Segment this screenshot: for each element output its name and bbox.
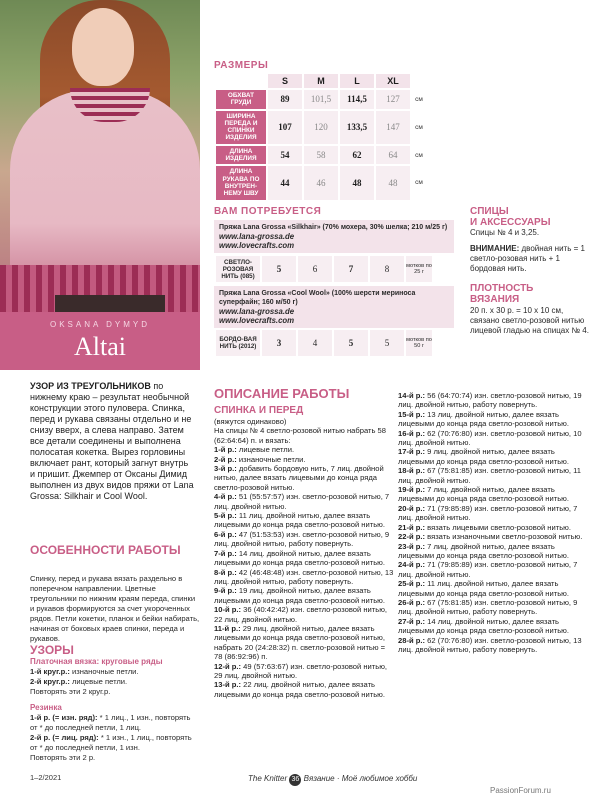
sizes-header-row bbox=[216, 74, 426, 88]
gauge-title bbox=[470, 283, 533, 305]
magazine-name: The Knitter bbox=[248, 774, 288, 783]
intro-lead: УЗОР ИЗ ТРЕУГОЛЬНИКОВ bbox=[30, 381, 151, 391]
row-label: 25-й р.: bbox=[398, 579, 426, 589]
yarn2-url2[interactable]: www.lovecrafts.com bbox=[219, 316, 295, 325]
yarn2-value: 5 bbox=[370, 330, 404, 356]
row-label: 11-й р.: bbox=[214, 623, 241, 633]
instruction-row bbox=[214, 680, 394, 699]
magazine-tagline: Вязание · Моё любимое хобби bbox=[303, 774, 418, 783]
instruction-row bbox=[398, 636, 588, 655]
circular-repeat: Повторять эти 2 круг.р. bbox=[30, 687, 111, 696]
instruction-row bbox=[398, 429, 588, 448]
size-value: 44 bbox=[268, 166, 302, 199]
row-label: 28-й р.: bbox=[398, 635, 426, 645]
instruction-row bbox=[214, 662, 394, 681]
size-value: 101,5 bbox=[304, 90, 338, 109]
row-text: 7 лиц. двойной нитью, далее вязать лицевыми до конца ряда светло-розовой нитью. bbox=[398, 541, 569, 560]
issue-number: 1–2/2021 bbox=[30, 773, 62, 782]
circular-pattern-title: Платочная вязка: круговые ряды bbox=[30, 657, 163, 666]
row-label: 14-й р.: bbox=[398, 391, 426, 400]
row-text: 14 лиц. двойной нитью, далее вязать лицевыми до конца ряда светло-розовой нитью. bbox=[398, 616, 569, 636]
row-text: 47 (51:53:53) изн. светло-розовой нитью, 9 лиц. двойной нитью, работу повернуть. bbox=[214, 529, 390, 549]
instruction-row bbox=[214, 549, 394, 568]
row-text: 67 (75:81:85) изн. светло-розовой нитью, 11 лиц. двойной нитью. bbox=[398, 466, 582, 485]
page-number: 36 bbox=[289, 774, 301, 786]
row-text: 22 лиц. двойной нитью, далее вязать лицевыми до конца ряда светло-розовой нитью. bbox=[214, 680, 385, 699]
size-value: 54 bbox=[268, 146, 302, 165]
instruction-row bbox=[398, 504, 588, 523]
instruction-row bbox=[398, 466, 588, 485]
yarn1-row-label: СВЕТЛО-РОЗОВАЯ НИТЬ (085) bbox=[216, 256, 260, 282]
instruction-row bbox=[214, 530, 394, 549]
row-text: 62 (70:76:80) изн. светло-розовой нитью, 13 лиц. двойной нитью, работу повернуть. bbox=[398, 635, 582, 654]
row-label: 9-й р.: bbox=[214, 586, 237, 596]
row-text: 13 лиц. двойной нитью, далее вязать лицевыми до конца ряда светло-розовой нитью. bbox=[398, 409, 569, 429]
size-row bbox=[216, 146, 426, 165]
materials-label: ВАМ ПОТРЕБУЕТСЯ bbox=[214, 206, 322, 217]
size-value: 127 bbox=[376, 90, 410, 109]
designer-name: OKSANA DYMYD bbox=[49, 320, 150, 329]
row-text: 11 лиц. двойной нитью, далее вязать лицевыми до конца ряда светло-розовой нитью. bbox=[398, 579, 569, 598]
size-row-label: ШИРИНА ПЕРЕДА И СПИНКИ ИЗДЕЛИЯ bbox=[216, 111, 266, 144]
row-label: 5-й р.: bbox=[214, 511, 237, 521]
size-row bbox=[216, 166, 426, 199]
instruction-row bbox=[398, 560, 588, 579]
row-text: 56 (64:70:74) изн. светло-розовой нитью, 19 лиц. двойной нитью, работу повернуть. bbox=[398, 391, 582, 410]
size-value: 64 bbox=[376, 146, 410, 165]
model-photo bbox=[0, 0, 200, 312]
size-value: 147 bbox=[376, 111, 410, 144]
gauge-title-line1: ПЛОТНОСТЬ bbox=[470, 283, 534, 294]
instruction-row bbox=[214, 511, 394, 530]
yarn1-table bbox=[214, 254, 434, 284]
work-title: ОПИСАНИЕ РАБОТЫ bbox=[214, 386, 350, 401]
row-text: 36 (40:42:42) изн. светло-розовой нитью, 22 лиц. двойной нитью. bbox=[214, 605, 388, 624]
yarn2-url1[interactable]: www.lana-grossa.de bbox=[219, 307, 295, 316]
photo-pants bbox=[55, 295, 165, 312]
intro-text: по нижнему краю – результат необычной конструкции этого пуловера. Спинка, перед и рукава связаны отдельно и не снизу вверх, а слева направо. Затем все детали соединены и выполнена полосатая кокетка. Вырез горловины включает рант, который загнут внутрь и пришит. Джемпер от Оксаны Димид выполнен из двух видов пряжи от Lana Grossa: Silkhair и Cool Wool. bbox=[30, 381, 194, 501]
row-label: 15-й р.: bbox=[398, 409, 426, 419]
yarn2-row bbox=[216, 330, 432, 356]
gauge-title-line2: ВЯЗАНИЯ bbox=[470, 294, 520, 305]
yarn2-name: Пряжа Lana Grossa «Cool Wool» (100% шерсти мериноса суперфайн; 160 м/50 г) bbox=[219, 290, 416, 306]
size-value: 62 bbox=[340, 146, 374, 165]
size-row bbox=[216, 90, 426, 109]
circular-row1-label: 1-й круг.р.: bbox=[30, 667, 70, 676]
yarn1-value: 8 bbox=[370, 256, 404, 282]
row-label: 3-й р.: bbox=[214, 464, 237, 474]
page-footer bbox=[248, 774, 417, 786]
name-panel bbox=[0, 312, 200, 370]
row-label: 26-й р.: bbox=[398, 597, 426, 607]
features-title: ОСОБЕННОСТИ РАБОТЫ bbox=[30, 543, 181, 557]
size-unit: см bbox=[415, 95, 423, 103]
row-text: 51 (55:57:57) изн. светло-розовой нитью, 7 лиц. двойной нитью. bbox=[214, 492, 390, 511]
sizes-header-unit-blank bbox=[412, 74, 426, 88]
yarn1-box bbox=[214, 220, 454, 253]
work-column-1 bbox=[214, 405, 394, 699]
instruction-row bbox=[214, 455, 394, 464]
rib-row2-label: 2-й р. (= лиц. ряд): bbox=[30, 733, 99, 742]
size-header: S bbox=[268, 74, 302, 88]
instruction-row bbox=[214, 464, 394, 492]
circular-row2-text: лицевые петли. bbox=[69, 677, 128, 686]
row-label: 19-й р.: bbox=[398, 485, 426, 495]
back-front-subtitle: СПИНКА И ПЕРЕД bbox=[214, 405, 304, 416]
features-text: Спинку, перед и рукава вязать раздельно в поперечном направлении. Цветные треугольники по нижним краям переда, спинки и рукавов формируются за счет укороченных рядов. Петли кокетки, планок и бейки набирать, начиная от боковых краев спинки, переда и рукавов. bbox=[30, 574, 200, 643]
instruction-row bbox=[398, 617, 588, 636]
rib-row2-text: * 1 изн., 1 лиц., повторять от * до последней петли, 1 изн. bbox=[30, 733, 192, 752]
row-text: 49 (57:63:67) изн. светло-розовой нитью, 29 лиц. двойной нитью. bbox=[214, 661, 388, 680]
yarn1-value: 7 bbox=[334, 256, 368, 282]
instruction-row bbox=[398, 532, 588, 541]
instruction-row bbox=[398, 523, 588, 532]
circular-pattern bbox=[30, 657, 200, 697]
attention-note bbox=[470, 244, 590, 274]
sizes-table bbox=[214, 72, 428, 202]
row-text: 19 лиц. двойной нитью, далее вязать лицевыми до конца ряда светло-розовой нитью. bbox=[214, 586, 385, 605]
row-label: 17-й р.: bbox=[398, 447, 426, 457]
row-text: 71 (79:85:89) изн. светло-розовой нитью, 7 лиц. двойной нитью. bbox=[398, 560, 578, 579]
size-unit: см bbox=[415, 179, 423, 187]
size-value: 89 bbox=[268, 90, 302, 109]
instruction-row bbox=[398, 485, 588, 504]
attention-label: ВНИМАНИЕ: bbox=[470, 244, 520, 253]
rib-pattern-title: Резинка bbox=[30, 703, 62, 712]
yarn1-url2[interactable]: www.lovecrafts.com bbox=[219, 241, 295, 250]
instruction-row bbox=[214, 605, 394, 624]
size-unit: см bbox=[415, 123, 423, 131]
row-text: вязать изнаночными светло-розовой нитью. bbox=[425, 532, 583, 542]
row-list-1 bbox=[214, 445, 394, 699]
watermark: PassionForum.ru bbox=[490, 786, 551, 795]
yarn2-value: 4 bbox=[298, 330, 332, 356]
row-label: 4-й р.: bbox=[214, 492, 237, 502]
yarn2-row-label: БОРДО-ВАЯ НИТЬ (2012) bbox=[216, 330, 260, 356]
instruction-row bbox=[214, 586, 394, 605]
attention-text: двойная нить = 1 светло-розовая нить + 1 бордовая нить. bbox=[470, 244, 585, 273]
size-value: 46 bbox=[304, 166, 338, 199]
needles-title bbox=[470, 206, 551, 228]
row-text: 67 (75:81:85) изн. светло-розовой нитью, 9 лиц. двойной нитью, работу повернуть. bbox=[398, 597, 578, 617]
row-text: 42 (46:48:48) изн. светло-розовой нитью, 13 лиц. двойной нитью, работу повернуть. bbox=[214, 567, 394, 586]
row-text: изнаночные петли. bbox=[236, 454, 306, 464]
sizes-header-blank bbox=[216, 74, 266, 88]
back-front-note: (вяжутся одинаково) bbox=[214, 417, 287, 426]
size-value: 133,5 bbox=[340, 111, 374, 144]
yarn1-unit: мотков по 25 г bbox=[406, 256, 432, 282]
instruction-row bbox=[214, 492, 394, 511]
instruction-row bbox=[214, 568, 394, 587]
instruction-row bbox=[398, 579, 588, 598]
instruction-row bbox=[398, 410, 588, 429]
size-header: XL bbox=[376, 74, 410, 88]
row-label: 12-й р.: bbox=[214, 661, 242, 671]
instruction-row bbox=[214, 445, 394, 454]
row-text: добавить бордовую нить, 7 лиц. двойной нитью, далее вязать лицевыми до конца ряда светло-розовой нитью. bbox=[214, 464, 384, 492]
instruction-row bbox=[214, 624, 394, 662]
row-list-2 bbox=[398, 391, 588, 654]
row-text: 62 (70:76:80) изн. светло-розовой нитью, 10 лиц. двойной нитью. bbox=[398, 428, 582, 448]
size-value: 107 bbox=[268, 111, 302, 144]
size-row-label: ДЛИНА РУКАВА ПО ВНУТРЕН-НЕМУ ШВУ bbox=[216, 166, 266, 199]
needles-title-line2: И АКСЕССУАРЫ bbox=[470, 217, 551, 228]
yarn1-row bbox=[216, 256, 432, 282]
patterns-title: УЗОРЫ bbox=[30, 643, 74, 657]
row-text: лицевые петли. bbox=[236, 445, 295, 455]
row-label: 8-й р.: bbox=[214, 567, 237, 577]
instruction-row bbox=[398, 598, 588, 617]
instruction-row bbox=[398, 542, 588, 561]
yarn1-value: 6 bbox=[298, 256, 332, 282]
yarn1-url1[interactable]: www.lana-grossa.de bbox=[219, 232, 295, 241]
needles-title-line1: СПИЦЫ bbox=[470, 206, 509, 217]
circular-row1-text: изнаночные петли. bbox=[69, 667, 139, 676]
gauge-text: 20 п. х 30 р. = 10 х 10 см, связано светло-розовой нитью лицевой гладью на спицах № 4. bbox=[470, 306, 589, 335]
circular-row2-label: 2-й круг.р.: bbox=[30, 677, 70, 686]
rib-repeat: Повторять эти 2 р. bbox=[30, 753, 96, 762]
size-row-label: ДЛИНА ИЗДЕЛИЯ bbox=[216, 146, 266, 165]
row-label: 2-й р.: bbox=[214, 454, 237, 464]
row-label: 6-й р.: bbox=[214, 529, 237, 539]
size-header: M bbox=[304, 74, 338, 88]
row-label: 21-й р.: bbox=[398, 522, 426, 532]
row-label: 22-й р.: bbox=[398, 532, 426, 542]
row-label: 27-й р.: bbox=[398, 616, 426, 626]
row-text: 11 лиц. двойной нитью, далее вязать лицевыми до конца ряда светло-розовой нитью. bbox=[214, 511, 385, 530]
cast-on-intro: На спицы № 4 светло-розовой нитью набрать 58 (62:64:64) п. и вязать: bbox=[214, 426, 386, 445]
row-text: 7 лиц. двойной нитью, далее вязать лицевыми до конца ряда светло-розовой нитью. bbox=[398, 485, 569, 504]
row-label: 20-й р.: bbox=[398, 503, 426, 513]
size-row bbox=[216, 111, 426, 144]
yarn2-value: 5 bbox=[334, 330, 368, 356]
instruction-row bbox=[398, 447, 588, 466]
instruction-row bbox=[398, 391, 588, 410]
size-value: 48 bbox=[376, 166, 410, 199]
model-name: Altai bbox=[74, 332, 126, 361]
rib-pattern bbox=[30, 703, 200, 763]
row-text: вязать лицевыми светло-розовой нитью. bbox=[425, 522, 571, 532]
yarn2-unit: мотков по 50 г bbox=[406, 330, 432, 356]
rib-row1-text: * 1 лиц., 1 изн., повторять от * до последней петли, 1 лиц. bbox=[30, 713, 191, 732]
size-value: 48 bbox=[340, 166, 374, 199]
row-label: 23-й р.: bbox=[398, 541, 426, 551]
row-text: 71 (79:85:89) изн. светло-розовой нитью, 7 лиц. двойной нитью. bbox=[398, 503, 578, 523]
row-label: 10-й р.: bbox=[214, 605, 242, 615]
sizes-label: РАЗМЕРЫ bbox=[214, 60, 269, 71]
row-label: 1-й р.: bbox=[214, 445, 237, 455]
row-text: 29 лиц. двойной нитью, далее вязать лицевыми до конца ряда светло-розовой нитью, набрать 20 (24:28:32) п. светло-розовой нитью = 78 (86:92:96) п. bbox=[214, 623, 386, 662]
row-label: 7-й р.: bbox=[214, 548, 237, 558]
yarn1-name: Пряжа Lana Grossa «Silkhair» (70% мохера, 30% шелка; 210 м/25 г) bbox=[219, 224, 448, 231]
size-row-label: ОБХВАТ ГРУДИ bbox=[216, 90, 266, 109]
yarn2-box bbox=[214, 286, 454, 328]
size-value: 120 bbox=[304, 111, 338, 144]
row-label: 18-й р.: bbox=[398, 466, 426, 476]
size-header: L bbox=[340, 74, 374, 88]
yarn2-value: 3 bbox=[262, 330, 296, 356]
row-label: 24-й р.: bbox=[398, 560, 426, 570]
rib-row1-label: 1-й р. (= изн. ряд): bbox=[30, 713, 98, 722]
row-label: 16-й р.: bbox=[398, 428, 426, 438]
photo-face bbox=[72, 8, 134, 86]
needles-text: Спицы № 4 и 3,25. bbox=[470, 228, 540, 237]
size-value: 58 bbox=[304, 146, 338, 165]
work-column-2 bbox=[398, 391, 588, 654]
yarn2-table bbox=[214, 328, 434, 358]
size-unit: см bbox=[415, 151, 423, 159]
size-value: 114,5 bbox=[340, 90, 374, 109]
yarn1-value: 5 bbox=[262, 256, 296, 282]
row-label: 13-й р.: bbox=[214, 680, 242, 690]
row-text: 9 лиц. двойной нитью, далее вязать лицевыми до конца ряда светло-розовой нитью. bbox=[398, 447, 569, 466]
row-text: 14 лиц. двойной нитью, далее вязать лицевыми до конца ряда светло-розовой нитью. bbox=[214, 548, 385, 568]
intro-description bbox=[30, 381, 195, 502]
